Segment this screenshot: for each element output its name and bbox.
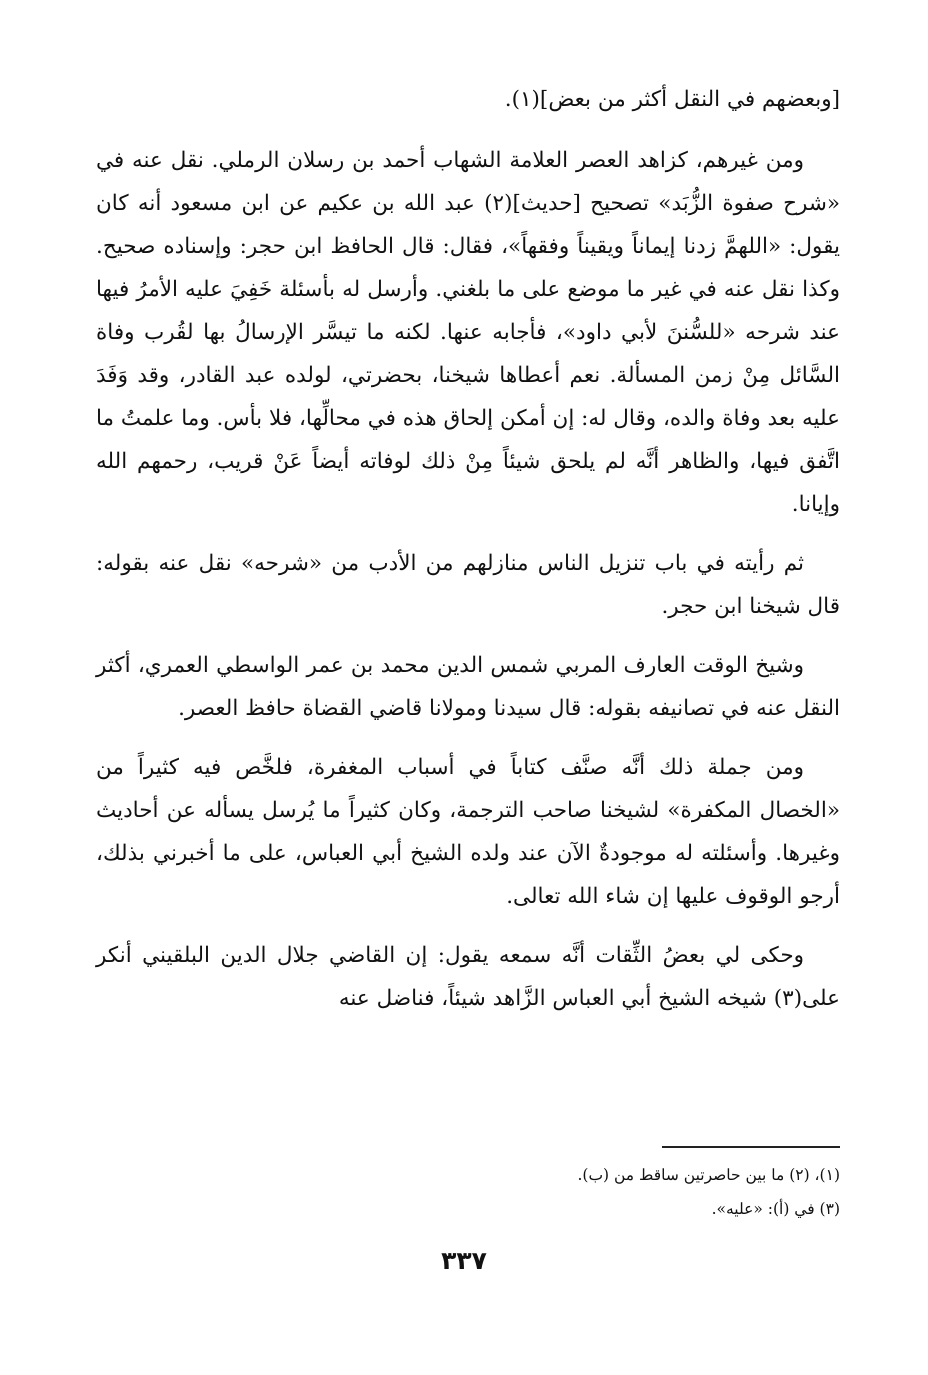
footnote-separator — [662, 1146, 840, 1148]
paragraph-4: وشيخ الوقت العارف المربي شمس الدين محمد بن عمر الواسطي العمري، أكثر النقل عنه في تصانيفه بقوله: قال سيدنا ومولانا قاضي القضاة حافظ العصر. — [96, 653, 840, 721]
paragraph-2: ومن غيرهم، كزاهد العصر العلامة الشهاب أحمد بن رسلان الرملي. نقل عنه في «شرح صفوة الزُّبَد» تصحيح [حديث](٢) عبد الله بن عكيم عن ابن مسعود أنه كان يقول: «اللهمَّ زدنا إيماناً ويقيناً وفقهاً»، فقال: قال الحافظ ابن حجر: وإسناده صحيح. وكذا نقل عنه في غير ما موضع على ما بلغني. وأرسل له بأسئلة خَفِيَ عليه الأمرُ فيها عند شرحه «للسُّننَ لأبي داود»، فأجابه عنها. لكنه ما تيسَّر الإرسالُ بها لقُرب وفاة السَّائل مِنْ زمن المسألة. نعم أعطاها شيخنا، بحضرتي، لولده عبد القادر، وقد وَفَدَ عليه بعد وفاة والده، وقال له: إن أمكن إلحاق هذه في محالِّها، فلا بأس. وما علمتُ ما اتَّفق فيها، والظاهر أنَّه لم يلحق شيئاً مِنْ ذلك لوفاته أيضاً عَنْ قريب، رحمهم الله وإيانا. — [96, 148, 840, 517]
footnotes — [96, 1158, 840, 1226]
page-body — [96, 78, 840, 1020]
paragraph-1: [وبعضهم في النقل أكثر من بعض](١). — [504, 87, 840, 112]
footnote-3: (٣) في (أ): «عليه». — [711, 1200, 840, 1218]
paragraph-5: ومن جملة ذلك أنَّه صنَّف كتاباً في أسباب المغفرة، فلخَّص فيه كثيراً من «الخصال المكفرة» لشيخنا صاحب الترجمة، وكان كثيراً ما يُرسل يسأله عن أحاديث وغيرها. وأسئلته له موجودةٌ الآن عند ولده الشيخ أبي العباس، على ما أخبرني بذلك، أرجو الوقوف عليها إن شاء الله تعالى. — [96, 755, 840, 909]
paragraph-6: وحكى لي بعضُ الثِّقات أنَّه سمعه يقول: إن القاضي جلال الدين البلقيني أنكر على(٣) شيخه الشيخ أبي العباس الزَّاهد شيئاً، فناضل عنه — [96, 943, 840, 1011]
page-number: ٣٣٧ — [441, 1246, 487, 1275]
paragraph-3: ثم رأيته في باب تنزيل الناس منازلهم من الأدب من «شرحه» نقل عنه بقوله: قال شيخنا ابن حجر. — [96, 551, 840, 619]
footnote-1-2: (١)، (٢) ما بين حاصرتين ساقط من (ب). — [577, 1166, 840, 1184]
